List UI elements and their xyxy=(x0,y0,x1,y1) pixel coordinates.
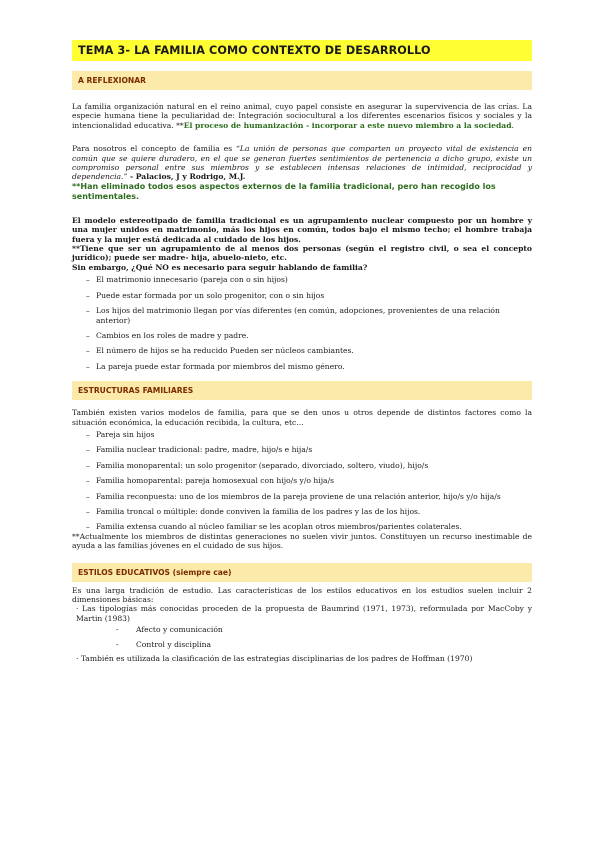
list-no-necesario xyxy=(72,275,532,371)
paragraph-familia-definicion xyxy=(72,102,532,130)
list-item: – Familia extensa cuando al núcleo familiar se les acoplan otros miembros/parientes colaterales. xyxy=(86,522,532,531)
list-item: – El matrimonio innecesario (pareja con o sin hijos) xyxy=(86,275,532,284)
list-item: – Familia homoparental: pareja homosexual con hijo/s y/o hija/s xyxy=(86,476,532,485)
section-heading-estructuras: ESTRUCTURAS FAMILIARES xyxy=(72,381,532,400)
paragraph-modelo-tradicional: El modelo estereotipado de familia tradicional es un agrupamiento nuclear compuesto por un hombre y una mujer unidos en matrimonio, más los hijos en común, todos bajo el mismo techo; el hombre trabaja fuera y la mujer está dedicada al cuidado de los hijos. xyxy=(72,215,532,244)
bullet-baumrind: · Las tipologías más conocidas proceden de la propuesta de Baumrind (1971, 1973), reformulada por MacCoby y Martin (1983) xyxy=(76,604,532,623)
document-title: TEMA 3- LA FAMILIA COMO CONTEXTO DE DESARROLLO xyxy=(72,40,532,61)
list-item: – Puede estar formada por un solo progenitor, con o sin hijos xyxy=(86,291,532,300)
paragraph-estructuras-intro: También existen varios modelos de familia, para que se den unos u otros depende de distintos factores como la situación económica, la educación recibida, la cultura, etc... xyxy=(72,408,532,427)
list-item: - Afecto y comunicación xyxy=(116,625,532,634)
section-heading-estilos: ESTILOS EDUCATIVOS (siempre cae) xyxy=(72,563,532,582)
note-agrupamiento: **Tiene que ser un agrupamiento de al menos dos personas (según el registro civil, o sea el concepto jurídico); puede ser madre- hija, abuelo-nieto, etc. xyxy=(72,244,532,263)
paragraph-text: La familia organización natural en el reino animal, cuyo papel consiste en asegurar la supervivencia de las crías. La especie humana tiene la peculiaridad de: Integración sociocultural a los diferentes escenarios físicos y sociales y la intencionalidad educativa. ** xyxy=(72,102,532,130)
paragraph-end: . xyxy=(511,120,514,130)
list-item: - Control y disciplina xyxy=(116,640,532,649)
bullet-hoffman: · También es utilizada la clasificación de las estrategias disciplinarias de los padres de Hoffman (1970) xyxy=(76,654,473,664)
quote-author: - Palacios, J y Rodrigo, M.J. xyxy=(127,172,246,182)
list-item: – Familia monoparental: un solo progenitor (separado, divorciado, soltero, viudo), hijo/s xyxy=(86,461,532,470)
paragraph-lead: Para nosotros el concepto de familia es xyxy=(72,144,237,154)
question-no-necesario: Sin embargo, ¿Qué NO es necesario para seguir hablando de familia? xyxy=(72,262,368,272)
highlight-humanizacion: El proceso de humanización - incorporar a este nuevo miembro a la sociedad xyxy=(183,120,512,130)
document-page xyxy=(72,40,532,663)
list-item: – La pareja puede estar formada por miembros del mismo género. xyxy=(86,362,532,371)
note-generaciones: **Actualmente los miembros de distintas generaciones no suelen vivir juntos. Constituyen un recurso inestimable de ayuda a las familias jóvenes en el cuidado de sus hijos. xyxy=(72,531,532,551)
note-sentimentales: **Han eliminado todos esos aspectos externos de la familia tradicional, pero han recogido los sentimentales. xyxy=(72,181,496,201)
list-item: – Familia troncal o múltiple: donde conviven la familia de los padres y las de los hijos. xyxy=(86,507,532,516)
list-dimensiones xyxy=(72,625,532,649)
list-item: – Pareja sin hijos xyxy=(86,430,532,439)
list-item: – Familia reconpuesta: uno de los miembros de la pareja proviene de una relación anterior, hijo/s y/o hija/s xyxy=(86,492,532,501)
paragraph-estilos-intro: Es una larga tradición de estudio. Las características de los estilos educativos en los estudios suelen incluir 2 dimensiones básicas: xyxy=(72,585,532,604)
list-estructuras xyxy=(72,430,532,532)
section-heading-reflexionar: A REFLEXIONAR xyxy=(72,71,532,90)
quote-definicion: “La unión de personas que comparten un proyecto vital de existencia en común que se quiere duradero, en el que se generan fuertes sentimientos de pertenencia a dicho grupo, existe un compromiso personal entre sus miembros y se establecen intensas relaciones de intimidad, reciprocidad y dependencia.” xyxy=(72,144,533,182)
paragraph-concepto-familia xyxy=(72,144,532,182)
list-item: – Familia nuclear tradicional: padre, madre, hijo/s e hija/s xyxy=(86,445,532,454)
list-item: – Los hijos del matrimonio llegan por vías diferentes (en común, adopciones, provenientes de una relación anterior) xyxy=(86,306,532,325)
list-item: – Cambios en los roles de madre y padre. xyxy=(86,331,532,340)
list-item: – El número de hijos se ha reducido Pueden ser núcleos cambiantes. xyxy=(86,346,532,355)
